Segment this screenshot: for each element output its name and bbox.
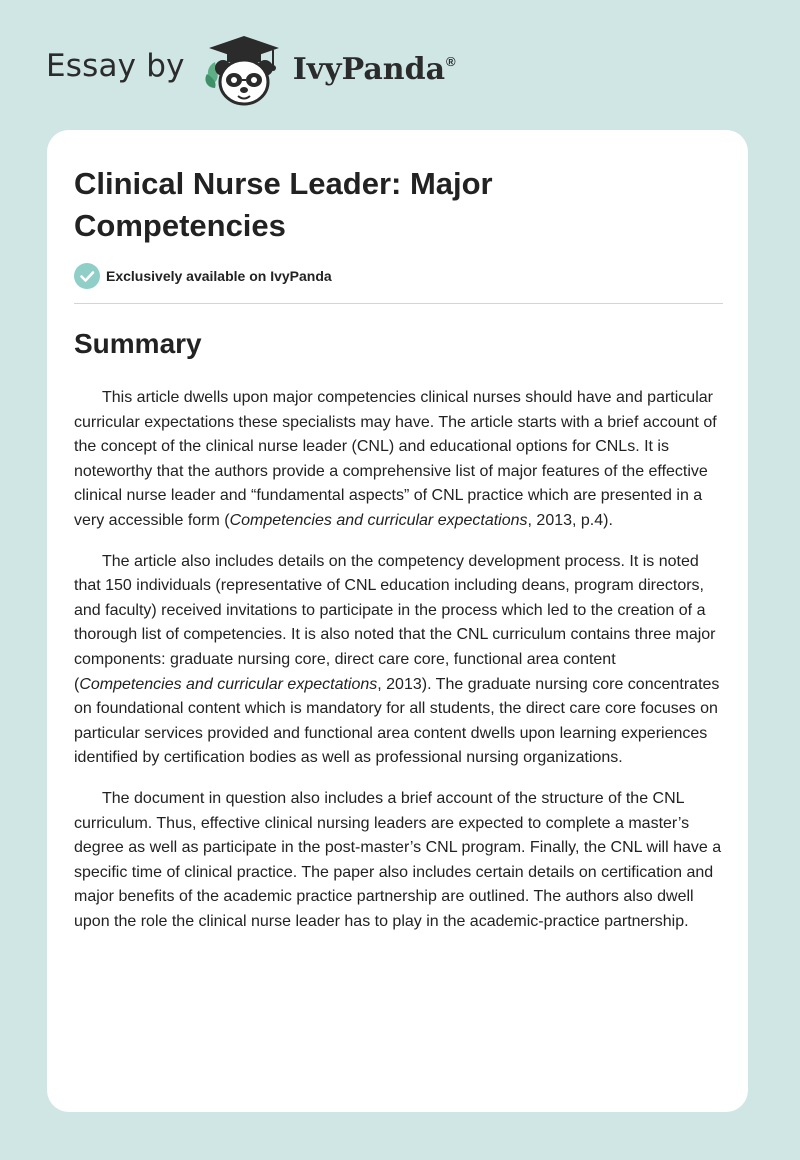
divider [74,303,723,304]
site-header [46,30,456,110]
paragraph-2: The article also includes details on the competency development process. It is noted that 150 individuals (representative of CNL education including deans, program directors, and faculty) received invitations to participate in the process which led to the creation of a thorough list of competencies. It is also noted that the CNL curriculum contains three major components: graduate nursing core, direct care core, functional area content (Competencies and curricular expectations, 2013). The graduate nursing core concentrates on foundational content which is mandatory for all students, the direct care core focuses on particular services provided and functional area content dwells upon learning experiences identified by certification bodies as well as professional nursing organizations. [74,552,720,767]
badge-label: Exclusively available on IvyPanda [106,268,332,284]
page-title: Clinical Nurse Leader: Major Competencies [74,166,493,243]
article-card [47,130,748,1112]
citation: Competencies and curricular expectations [229,511,528,529]
paragraph-1: This article dwells upon major competencies clinical nurses should have and particular curricular expectations these specialists may have. The article starts with a brief account of the concept of the clinical nurse leader (CNL) and educational options for CNLs. It is noteworthy that the authors provide a comprehensive list of major features of the effective clinical nurse leader and “fundamental aspects” of CNL practice which are presented in a very accessible form (Competencies and curricular expectations, 2013, p.4). [74,389,717,529]
panda-graduate-icon [199,30,289,110]
paragraph-3: The document in question also includes a brief account of the structure of the CNL curriculum. Thus, effective clinical nursing leaders are expected to complete a master’s degree as well as participate in the post-master’s CNL program. Finally, the CNL will have a specific time of clinical practice. The paper also includes certain details on certification and major benefits of the academic practice partnership are outlined. The authors also dwell upon the role the clinical nurse leader has to play in the academic-practice partnership. [74,789,722,930]
citation: Competencies and curricular expectations [79,675,378,693]
exclusive-badge [74,263,332,289]
section-title: Summary [74,328,202,359]
essay-by-label: Essay by [46,48,185,84]
brand-logo-text[interactable]: IvyPanda® [292,51,456,87]
check-circle-icon [74,263,100,289]
article-body [74,386,725,950]
